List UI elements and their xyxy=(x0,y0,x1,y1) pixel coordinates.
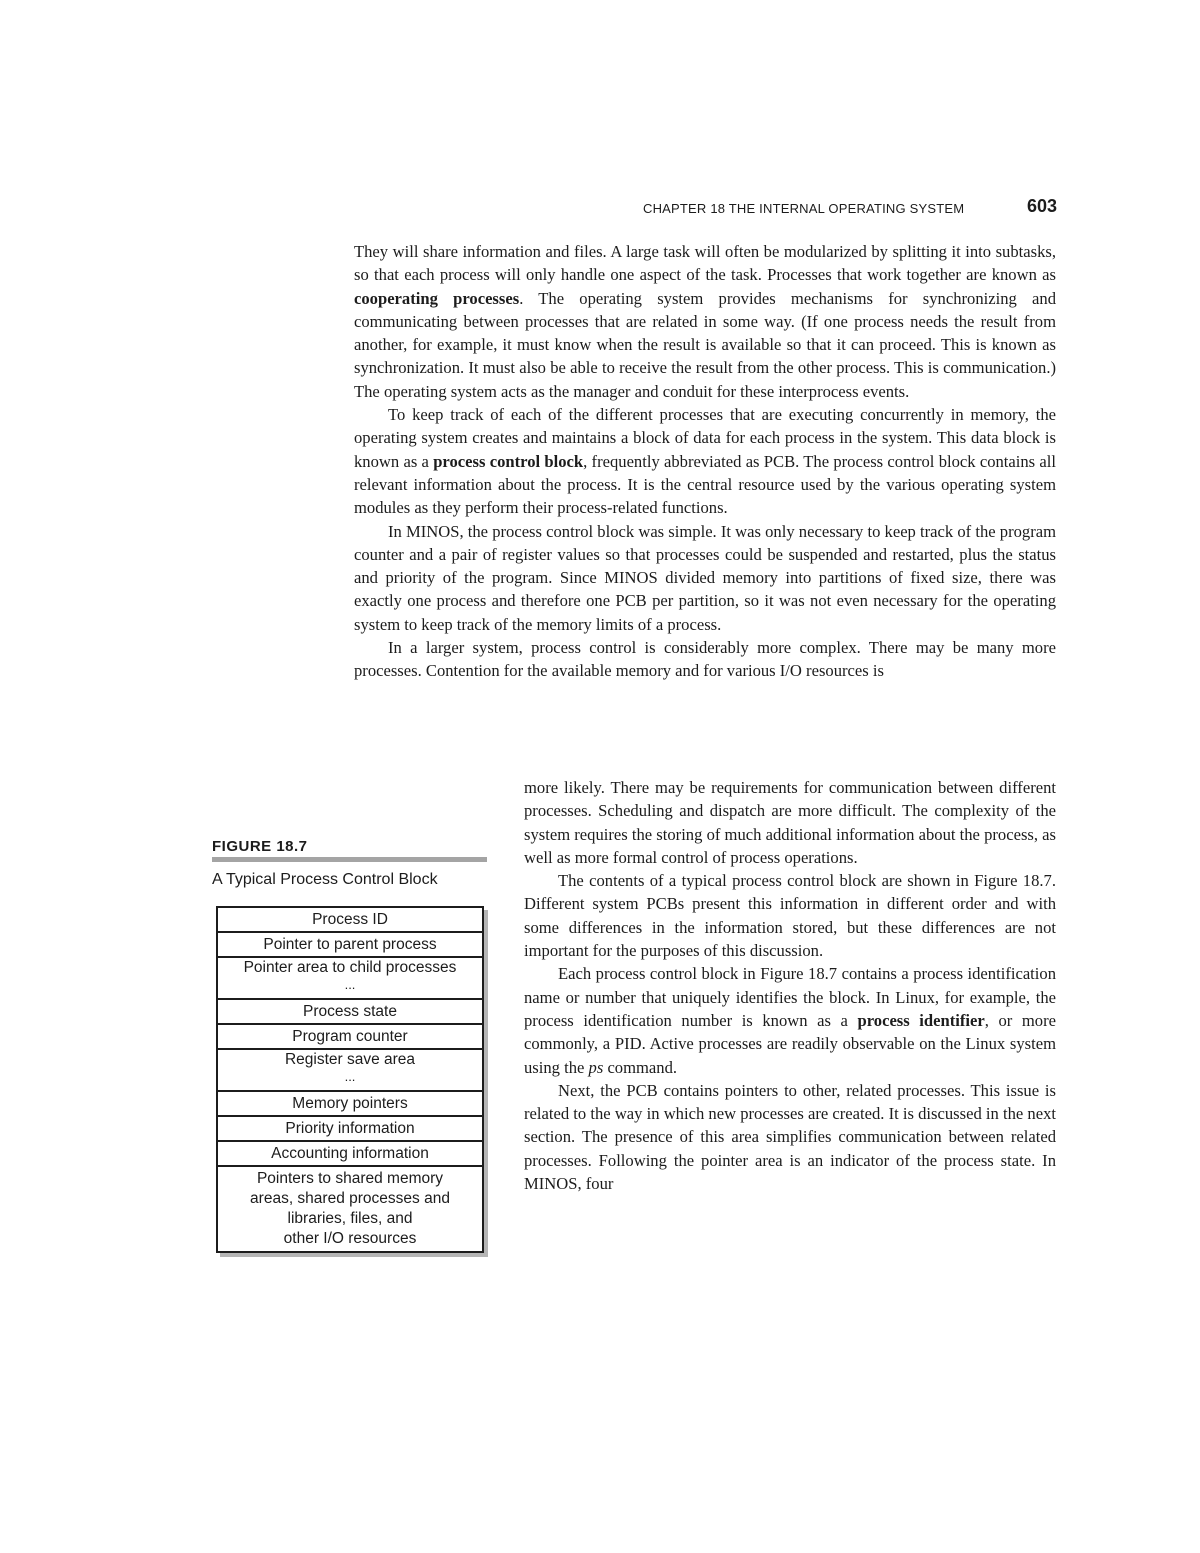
bold-term: cooperating processes xyxy=(354,288,520,308)
pcb-ellipsis: ... xyxy=(344,977,356,992)
text-run: In MINOS, the process control block was simple. It was only necessary to keep track of the program counter and a pair of register values so that processes could be suspended and restarted, plus the status and priority of the program. Since MINOS divided memory into partitions of fixed size, there was exactly one process and therefore one PCB per partition, so it was not even necessary for the operating system to keep track of the memory limits of a process. xyxy=(354,521,1056,634)
pcb-row-label: Priority information xyxy=(285,1120,415,1137)
page-number: 603 xyxy=(1026,196,1057,216)
pcb-row-accounting xyxy=(218,1140,482,1165)
pcb-row-label: Pointer to parent process xyxy=(263,936,437,953)
pcb-row-child-pointers xyxy=(218,956,482,998)
running-header xyxy=(643,196,1057,220)
pcb-row-label: Program counter xyxy=(292,1028,408,1045)
paragraph xyxy=(524,1079,1056,1195)
pcb-row-program-counter xyxy=(218,1023,482,1048)
figure-label: FIGURE 18.7 xyxy=(212,838,308,855)
paragraph xyxy=(354,403,1056,519)
text-run: , or more commonly, a PID. Active processes are readily observable on the Linux system using the xyxy=(524,1010,1056,1077)
body-text-top xyxy=(354,240,1056,683)
text-run: The contents of a typical process control block are shown in Figure 18.7. Different system PCBs present this information in different order and with some differences in the information stored, but these differences are not important for the purposes of this discussion. xyxy=(524,871,1056,961)
text-run: To keep track of each of the different processes that are executing concurrently in memory, the operating system creates and maintains a block of data for each process in the system. This data block is known as a xyxy=(354,405,1056,471)
text-run: In a larger system, process control is considerably more complex. There may be many more processes. Contention for the available memory and for various I/O resources is xyxy=(354,638,1056,681)
italic-term: ps xyxy=(588,1057,604,1077)
pcb-row-process-id xyxy=(218,908,482,931)
pcb-row-label: Process ID xyxy=(312,911,388,928)
paragraph xyxy=(524,962,1056,1078)
pcb-row-label: other I/O resources xyxy=(283,1230,417,1247)
pcb-row-label: Register save area xyxy=(284,1051,416,1068)
figure-rule xyxy=(212,857,487,862)
paragraph xyxy=(524,776,1056,869)
pcb-row-label: libraries, files, and xyxy=(287,1210,413,1227)
running-head-text: CHAPTER 18 THE INTERNAL OPERATING SYSTEM xyxy=(643,201,965,216)
pcb-row-label: Accounting information xyxy=(271,1145,429,1162)
pcb-row-parent-pointer xyxy=(218,931,482,956)
text-run: Each process control block in Figure 18.7 contains a process identification name or number that uniquely identifies the block. In Linux, for example, the process identification number is known as a xyxy=(524,964,1056,1030)
text-run: more likely. There may be requirements for communication between different processes. Scheduling and dispatch are more difficult. The complexity of the system requires the storing of much additional information about the process, as well as more formal control of process operations. xyxy=(524,778,1056,867)
bold-term: process identifier xyxy=(857,1010,985,1030)
pcb-row-label: Memory pointers xyxy=(292,1095,408,1112)
text-run: , frequently abbreviated as PCB. The process control block contains all relevant information about the process. It is the central resource used by the various operating system modules as they perform their process-related functions. xyxy=(354,451,1056,518)
paragraph xyxy=(524,869,1056,962)
paragraph xyxy=(354,636,1056,683)
pcb-row-label: Pointer area to child processes xyxy=(243,959,457,976)
text-run: . The operating system provides mechanisms for synchronizing and communicating between processes that are related in some way. (If one process needs the result from another, for example, it must know when the result is available so that it can proceed. This is known as synchronization. It must also be able to receive the result from the other process. This is communication.) The operating system acts as the manager and conduit for these interprocess events. xyxy=(354,288,1056,401)
paragraph xyxy=(354,240,1056,403)
body-text-right-column xyxy=(524,776,1056,1195)
pcb-ellipsis: ... xyxy=(344,1069,356,1084)
text-run: Next, the PCB contains pointers to other, related processes. This issue is related to the way in which new processes are created. It is discussed in the next section. The presence of this area simplifies communication between related processes. Following the pointer area is an indicator of the process state. In MINOS, four xyxy=(524,1080,1056,1194)
bold-term: process control block xyxy=(433,451,584,471)
pcb-row-label: Pointers to shared memory xyxy=(256,1170,444,1187)
pcb-row-process-state xyxy=(218,998,482,1023)
pcb-row-label: areas, shared processes and xyxy=(250,1190,450,1207)
pcb-row-priority xyxy=(218,1115,482,1140)
pcb-row-register-save xyxy=(218,1048,482,1090)
figure-caption: A Typical Process Control Block xyxy=(212,871,438,888)
pcb-row-label: Process state xyxy=(303,1003,397,1020)
pcb-row-shared-resources xyxy=(218,1165,482,1251)
text-run: command. xyxy=(603,1057,678,1077)
pcb-row-memory-pointers xyxy=(218,1090,482,1115)
paragraph xyxy=(354,520,1056,636)
process-control-block-diagram xyxy=(216,906,484,1253)
text-run: They will share information and files. A large task will often be modularized by splitting it into subtasks, so that each process will only handle one aspect of the task. Processes that work together are known as xyxy=(354,242,1056,285)
